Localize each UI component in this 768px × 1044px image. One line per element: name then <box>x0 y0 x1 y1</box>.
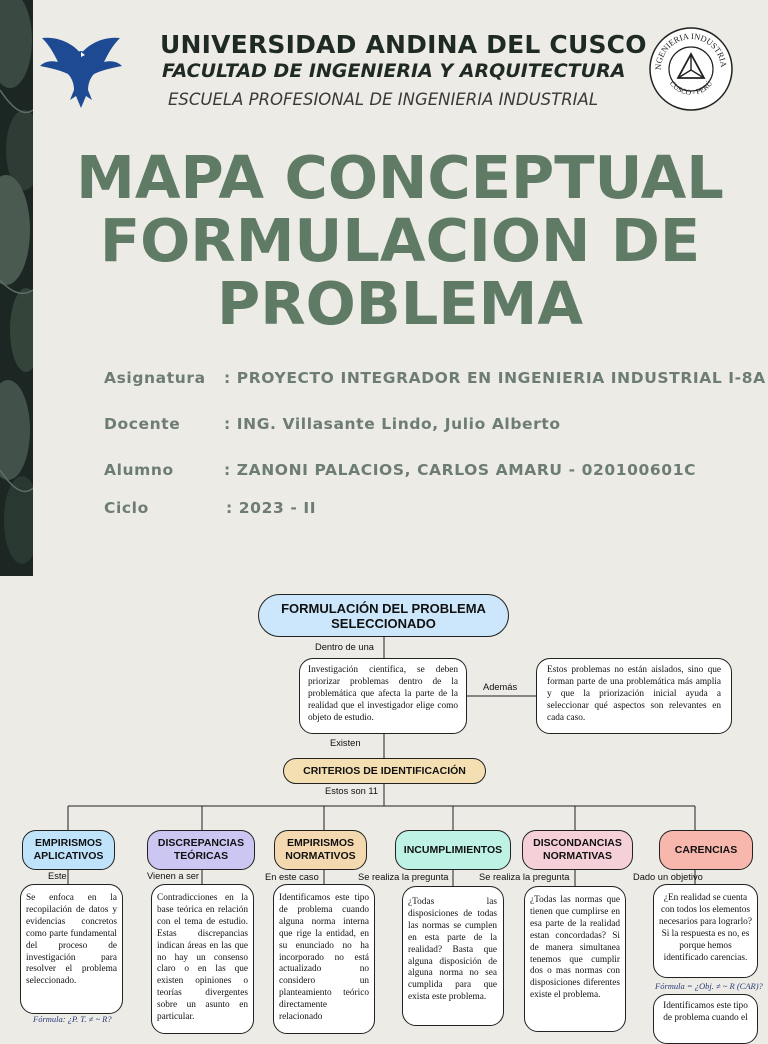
formula-empirismos-aplicativos: Fórmula: ¿P. T. ≠ ~ R? <box>33 1014 112 1024</box>
title-line-1: MAPA CONCEPTUAL <box>76 143 724 212</box>
conn-pregunta-discondancias: Se realiza la pregunta <box>479 872 570 882</box>
text-incumplimientos: ¿Todas las disposiciones de todas las normas se cumplen en esta parte de la realidad? Basta que alguna disposición de alguna norma no sea cumplida para que exista este problema. <box>402 886 504 1026</box>
student-value: : ZANONI PALACIOS, CARLOS AMARU - 020100601C <box>224 461 697 479</box>
conn-pregunta-incumplimientos: Se realiza la pregunta <box>358 872 449 882</box>
school-name: ESCUELA PROFESIONAL DE INGENIERIA INDUSTRIAL <box>168 90 599 109</box>
conn-dado-un-objetivo: Dado un objetivo <box>633 872 703 882</box>
title-line-2: FORMULACION DE <box>99 206 701 275</box>
no-aislados-box: Estos problemas no están aislados, sino que forman parte de una problemática más amplia y que la priorización inicial ayuda a seleccionar qué aspectos son relevantes en cada caso. <box>536 658 732 734</box>
category-empirismos-normativos: EMPIRISMOS NORMATIVOS <box>274 830 367 870</box>
seal-text-top: NGENIERIA INDUSTRIA <box>652 30 730 71</box>
formula-carencias: Fórmula = ¿Obj. ≠ ~ R (CAR)? <box>655 981 763 991</box>
university-name: UNIVERSIDAD ANDINA DEL CUSCO <box>160 30 647 59</box>
subject-label: Asignatura <box>104 369 206 387</box>
faculty-name: FACULTAD DE INGENIERIA Y ARQUITECTURA <box>162 60 626 82</box>
root-node: FORMULACIÓN DEL PROBLEMA SELECCIONADO <box>258 594 509 637</box>
category-discondancias-normativas: DISCONDANCIAS NORMATIVAS <box>522 830 633 870</box>
conn-estos-son: Estos son 11 <box>325 786 379 796</box>
cycle-value: : 2023 - II <box>226 499 317 517</box>
conn-en-este-caso: En este caso <box>265 872 319 882</box>
cycle-label: Ciclo <box>104 499 149 517</box>
conn-dentro: Dentro de una <box>315 642 374 652</box>
conn-existen: Existen <box>330 738 361 748</box>
category-incumplimientos: INCUMPLIMIENTOS <box>395 830 511 870</box>
category-empirismos-aplicativos: EMPIRISMOS APLICATIVOS <box>22 830 115 870</box>
conn-este: Este <box>48 871 67 881</box>
conn-ademas: Además <box>483 682 518 692</box>
teacher-value: : ING. Villasante Lindo, Julio Alberto <box>224 415 561 433</box>
subject-value: : PROYECTO INTEGRADOR EN INGENIERIA INDUSTRIAL I-8A <box>224 369 766 387</box>
text-empirismos-aplicativos: Se enfoca en la recopilación de datos y evidencias concretos como parte fundamental del proceso de investigación para resolver el problema seleccionado. <box>20 884 123 1014</box>
text-empirismos-normativos: Identificamos este tipo de problema cuando alguna norma interna que rige la entidad, en su enunciado no ha incorporado no está actualizado no considero un planteamiento teórico directamente relacionado <box>273 884 375 1034</box>
investigacion-box: Investigación científica, se deben priorizar problemas dentro de la problemática que afecta la parte de la realidad que el investigador elige como objeto de estudio. <box>299 658 467 734</box>
conn-vienen-a-ser: Vienen a ser <box>147 871 200 881</box>
seal-text-bottom: CUSCO - PERÚ <box>667 79 715 97</box>
category-carencias: CARENCIAS <box>659 830 753 870</box>
criterios-node: CRITERIOS DE IDENTIFICACIÓN <box>283 758 486 784</box>
student-label: Alumno <box>104 461 174 479</box>
text-carencias-extra: Identificamos este tipo de problema cuando el <box>653 994 758 1044</box>
text-discrepancias-teoricas: Contradicciones en la base teórica en relación con el tema de estudio. Estas discrepancias indican áreas en las que no hay un consenso claro o en las que existen opiniones o teorías divergentes sobre un asunto en particular. <box>151 884 254 1034</box>
text-carencias: ¿En realidad se cuenta con todos los elementos necesarios para lograrlo? Si la respuesta es no, es porque hemos identificado carencias. <box>653 884 758 978</box>
category-discrepancias-teoricas: DISCREPANCIAS TEÓRICAS <box>147 830 255 870</box>
title-line-3: PROBLEMA <box>216 269 584 338</box>
text-discondancias-normativas: ¿Todas las normas que tienen que cumplirse en esa parte de la realidad estan concordadas? Si de manera simultanea tenemos que cumplir dos o mas normas con disposiciones diferentes existe el problema. <box>524 886 626 1032</box>
teacher-label: Docente <box>104 415 181 433</box>
